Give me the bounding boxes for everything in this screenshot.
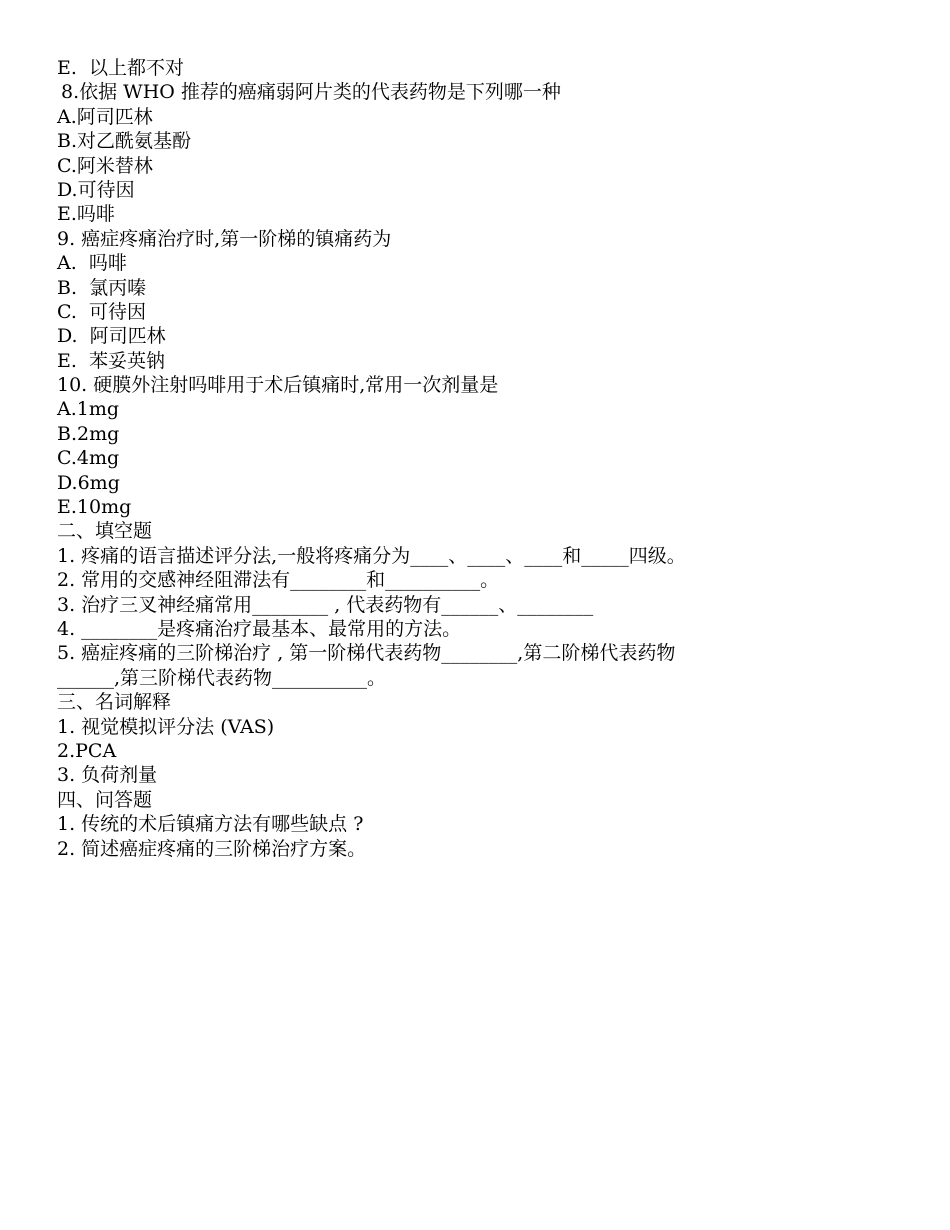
- q10-option-c: C.4mg: [57, 447, 120, 470]
- section-qa-title: 四、问答题: [57, 788, 153, 811]
- q10-stem: 10. 硬膜外注射吗啡用于术后镇痛时,常用一次剂量是: [57, 374, 499, 397]
- q9-option-b: B. 氯丙嗪: [57, 276, 147, 299]
- q9-stem: 9. 癌症疼痛治疗时,第一阶梯的镇痛药为: [57, 227, 392, 250]
- q8-option-d: D.可待因: [57, 178, 135, 201]
- fill-blank-item-1: 1. 疼痛的语言描述评分法,一般将疼痛分为____、____、____和_____四级。: [57, 544, 686, 567]
- section-terms-title: 三、名词解释: [57, 691, 172, 714]
- term-item-2: 2.PCA: [57, 739, 117, 762]
- q9-option-c: C. 可待因: [57, 300, 146, 323]
- term-item-3: 3. 负荷剂量: [57, 764, 158, 787]
- qa-item-2: 2. 简述癌症疼痛的三阶梯治疗方案。: [57, 837, 367, 860]
- q10-option-d: D.6mg: [57, 471, 120, 494]
- q8-option-a: A.阿司匹林: [57, 105, 153, 128]
- qa-item-1: 1. 传统的术后镇痛方法有哪些缺点 ?: [57, 813, 364, 836]
- fill-blank-item-2: 2. 常用的交感神经阻滞法有________和__________。: [57, 569, 500, 592]
- fill-blank-item-4: 4. ________是疼痛治疗最基本、最常用的方法。: [57, 617, 462, 640]
- q8-stem: 8.依据 WHO 推荐的癌痛弱阿片类的代表药物是下列哪一种: [61, 81, 561, 104]
- q8-option-c: C.阿米替林: [57, 154, 153, 177]
- document-page: [57, 56, 917, 861]
- q9-option-e: E. 苯妥英钠: [57, 349, 165, 372]
- term-item-1: 1. 视觉模拟评分法 (VAS): [57, 715, 275, 738]
- q9-option-d: D. 阿司匹林: [57, 325, 166, 348]
- section-fill-blank-title: 二、填空题: [57, 520, 153, 543]
- q10-option-b: B.2mg: [57, 422, 120, 445]
- q8-option-b: B.对乙酰氨基酚: [57, 130, 192, 153]
- fill-blank-item-5-cont: ______,第三阶梯代表药物__________。: [57, 666, 387, 689]
- fill-blank-item-3: 3. 治疗三叉神经痛常用________ , 代表药物有______、________: [57, 593, 594, 616]
- fill-blank-item-5: 5. 癌症疼痛的三阶梯治疗 , 第一阶梯代表药物________,第二阶梯代表药物: [57, 642, 676, 665]
- q8-option-e: E.吗啡: [57, 203, 115, 226]
- q9-option-a: A. 吗啡: [57, 252, 127, 275]
- q10-option-a: A.1mg: [57, 398, 120, 421]
- q10-option-e: E.10mg: [57, 496, 132, 519]
- q7-option-e: E. 以上都不对: [57, 57, 184, 79]
